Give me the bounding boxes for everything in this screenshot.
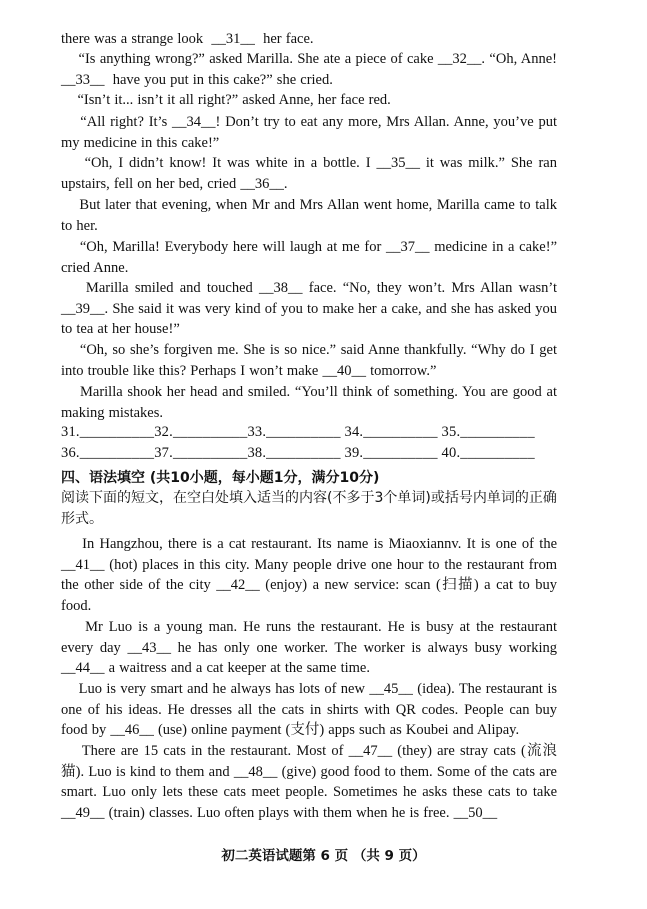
story-paragraph-8: Marilla smiled and touched __38__ face. “No, they won’t. Mrs Allan wasn’t __39__. She said it was very kind of you to make her a cake, and she has asked you to tea at her house!” xyxy=(61,280,562,338)
story-paragraph-7: “Oh, Marilla! Everybody here will laugh at me for __37__ medicine in a cake!” cried Anne. xyxy=(61,239,562,276)
section-four-title: 四、语法填空 (共10小题，每小题1分，满分10分) xyxy=(61,470,380,486)
page-footer: 初二英语试题第 6 页 （共 9 页） xyxy=(221,848,426,864)
story-paragraph-10: Marilla shook her head and smiled. “You’ll think of something. You are good at making mistakes. xyxy=(61,384,562,421)
story-paragraph-6: But later that evening, when Mr and Mrs Allan went home, Marilla came to talk to her. xyxy=(61,197,562,234)
story-paragraph-5: “Oh, I didn’t know! It was white in a bottle. I __35__ it was milk.” She ran upstairs, fell on her bed, cried __36__. xyxy=(61,155,562,192)
passage-paragraph-4: There are 15 cats in the restaurant. Most of __47__ (they) are stray cats (流浪猫). Luo is kind to them and __48__ (give) good food to them. Some of the cats are smart. Luo only lets these cats meet people. Sometimes he asks these cats to take __49__ (train) classes. Luo often plays with them when he is free. __50__ xyxy=(61,743,562,821)
passage-paragraph-1: In Hangzhou, there is a cat restaurant. Its name is Miaoxiannv. It is one of the __41__ (hot) places in this city. Many people drive one hour to the restaurant from the other side of the city __42__ (enjoy) a new service: scan (扫描) a cat to buy food. xyxy=(61,536,562,614)
passage-paragraph-2: Mr Luo is a young man. He runs the restaurant. He is busy at the restaurant every day __43__ he has only one worker. The worker is always busy working __44__ a waitress and a cat keeper at the same time. xyxy=(61,619,562,677)
answer-row-36-40: 36.__________37.__________38.__________ 39.__________ 40.__________ xyxy=(61,445,535,461)
answer-row-31-35: 31.__________32.__________33.__________ 34.__________ 35.__________ xyxy=(61,424,535,440)
story-paragraph-1: there was a strange look __31__ her face. xyxy=(61,31,314,47)
story-paragraph-9: “Oh, so she’s forgiven me. She is so nice.” said Anne thankfully. “Why do I get into trouble like this? Perhaps I won’t make __40__ tomorrow.” xyxy=(61,342,562,379)
story-paragraph-2: “Is anything wrong?” asked Marilla. She ate a piece of cake __32__. “Oh, Anne! __33__ have you put in this cake?” she cried. xyxy=(61,51,566,88)
story-paragraph-3: “Isn’t it... isn’t it all right?” asked Anne, her face red. xyxy=(61,92,391,108)
passage-paragraph-3: Luo is very smart and he always has lots of new __45__ (idea). The restaurant is one of his ideas. He dresses all the cats in shirts with QR codes. People can buy food by __46__ (use) online payment (支付) apps such as Koubei and Alipay. xyxy=(61,681,562,739)
story-paragraph-4: “All right? It’s __34__! Don’t try to eat any more, Mrs Allan. Anne, you’ve put my medicine in this cake!” xyxy=(61,114,562,151)
section-four-instructions: 阅读下面的短文，在空白处填入适当的内容(不多于3个单词)或括号内单词的正确形式。 xyxy=(61,490,557,527)
